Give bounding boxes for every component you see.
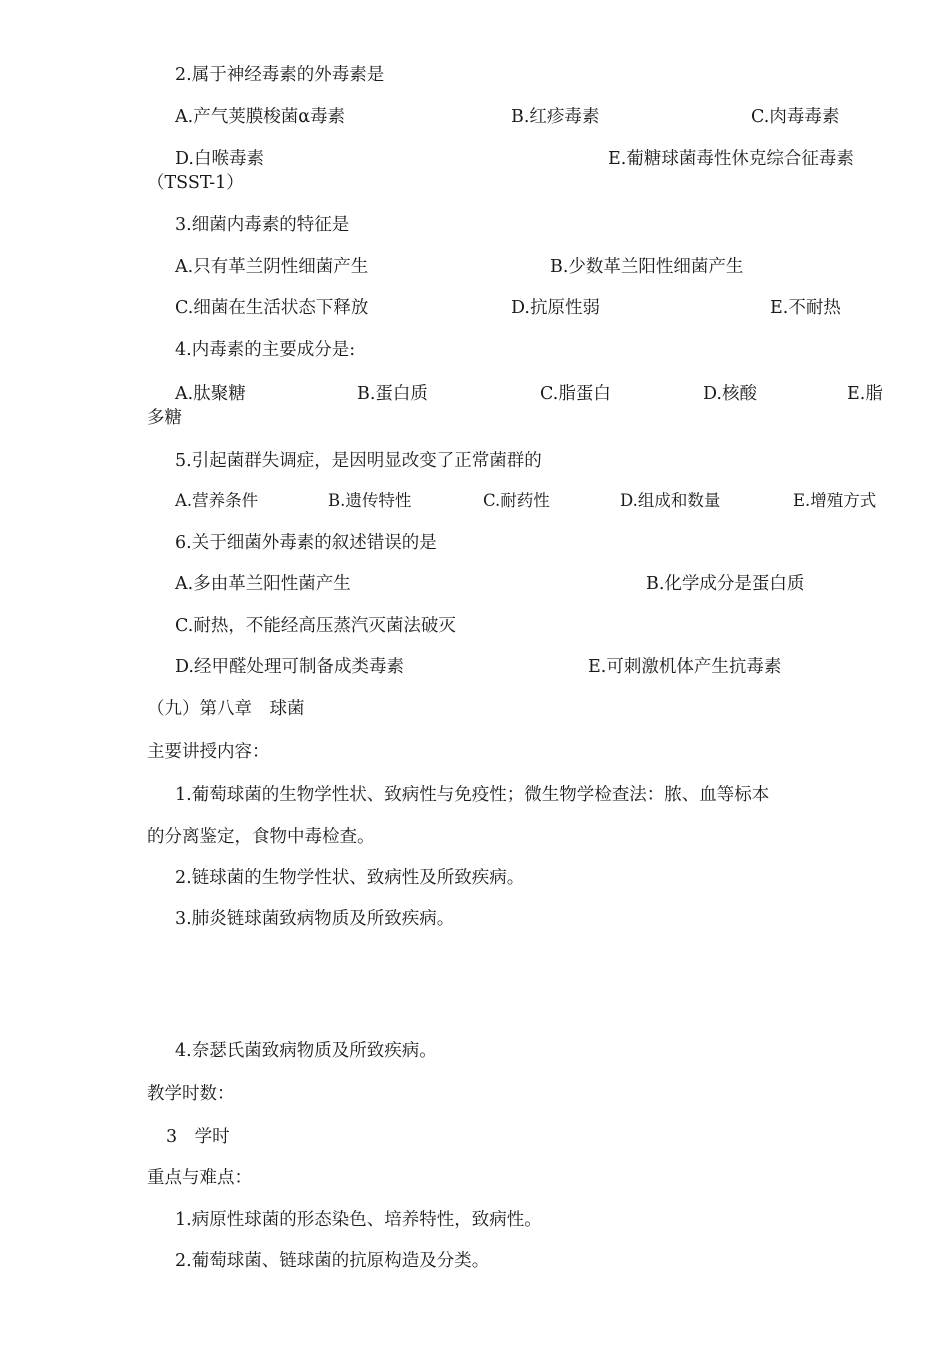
content-item: 1.葡萄球菌的生物学性状、致病性与免疫性；微生物学检查法：脓、血等标本 (175, 785, 770, 805)
question-2-option-e: E.葡糖球菌毒性休克综合征毒素 (608, 149, 854, 169)
question-2-stem: 2.属于神经毒素的外毒素是 (175, 65, 385, 85)
key-point-item: 1.病原性球菌的形态染色、培养特性，致病性。 (175, 1210, 542, 1230)
question-3-option-b: B.少数革兰阳性细菌产生 (550, 257, 744, 277)
question-2-option-e-continued: （TSST-1） (147, 173, 244, 193)
question-6-option-a: A.多由革兰阳性菌产生 (175, 574, 351, 594)
question-5-option-e: E.增殖方式 (793, 491, 877, 510)
question-5-option-d: D.组成和数量 (620, 491, 721, 510)
question-3-option-c: C.细菌在生活状态下释放 (175, 298, 369, 318)
teaching-hours-heading: 教学时数： (147, 1084, 235, 1104)
question-5-option-c: C.耐药性 (483, 491, 550, 510)
question-3-option-a: A.只有革兰阴性细菌产生 (175, 257, 369, 277)
content-item: 4.奈瑟氏菌致病物质及所致疾病。 (175, 1041, 437, 1061)
question-5-option-a: A.营养条件 (175, 491, 259, 510)
question-6-option-c: C.耐热，不能经高压蒸汽灭菌法破灭 (175, 616, 456, 636)
question-4-stem: 4.内毒素的主要成分是: (175, 340, 356, 360)
key-points-heading: 重点与难点： (147, 1168, 252, 1188)
question-4-option-d: D.核酸 (703, 384, 757, 404)
question-2-option-a: A.产气荚膜梭菌α毒素 (175, 107, 346, 127)
question-3-option-d: D.抗原性弱 (511, 298, 600, 318)
question-4-option-b: B.蛋白质 (357, 384, 428, 404)
question-6-option-d: D.经甲醛处理可制备成类毒素 (175, 657, 404, 677)
question-2-option-d: D.白喉毒素 (175, 149, 264, 169)
question-5-option-b: B.遗传特性 (328, 491, 412, 510)
content-heading: 主要讲授内容： (147, 742, 270, 762)
question-6-stem: 6.关于细菌外毒素的叙述错误的是 (175, 533, 437, 553)
question-5-stem: 5.引起菌群失调症，是因明显改变了正常菌群的 (175, 451, 542, 471)
question-4-option-a: A.肽聚糖 (175, 384, 246, 404)
question-3-stem: 3.细菌内毒素的特征是 (175, 215, 350, 235)
content-item: 的分离鉴定，食物中毒检查。 (147, 827, 375, 847)
question-3-option-e: E.不耐热 (770, 298, 841, 318)
teaching-hours-value: 3 学时 (166, 1127, 230, 1147)
key-point-item: 2.葡萄球菌、链球菌的抗原构造及分类。 (175, 1251, 490, 1271)
content-item: 3.肺炎链球菌致病物质及所致疾病。 (175, 909, 455, 929)
question-6-option-e: E.可刺激机体产生抗毒素 (588, 657, 782, 677)
question-4-option-e-continued: 多糖 (147, 408, 182, 428)
question-2-option-c: C.肉毒毒素 (751, 107, 840, 127)
question-6-option-b: B.化学成分是蛋白质 (646, 574, 805, 594)
question-2-option-b: B.红疹毒素 (511, 107, 600, 127)
chapter-title: （九）第八章 球菌 (147, 699, 305, 719)
question-4-option-c: C.脂蛋白 (540, 384, 611, 404)
question-4-option-e: E.脂 (847, 384, 883, 404)
content-item: 2.链球菌的生物学性状、致病性及所致疾病。 (175, 868, 525, 888)
